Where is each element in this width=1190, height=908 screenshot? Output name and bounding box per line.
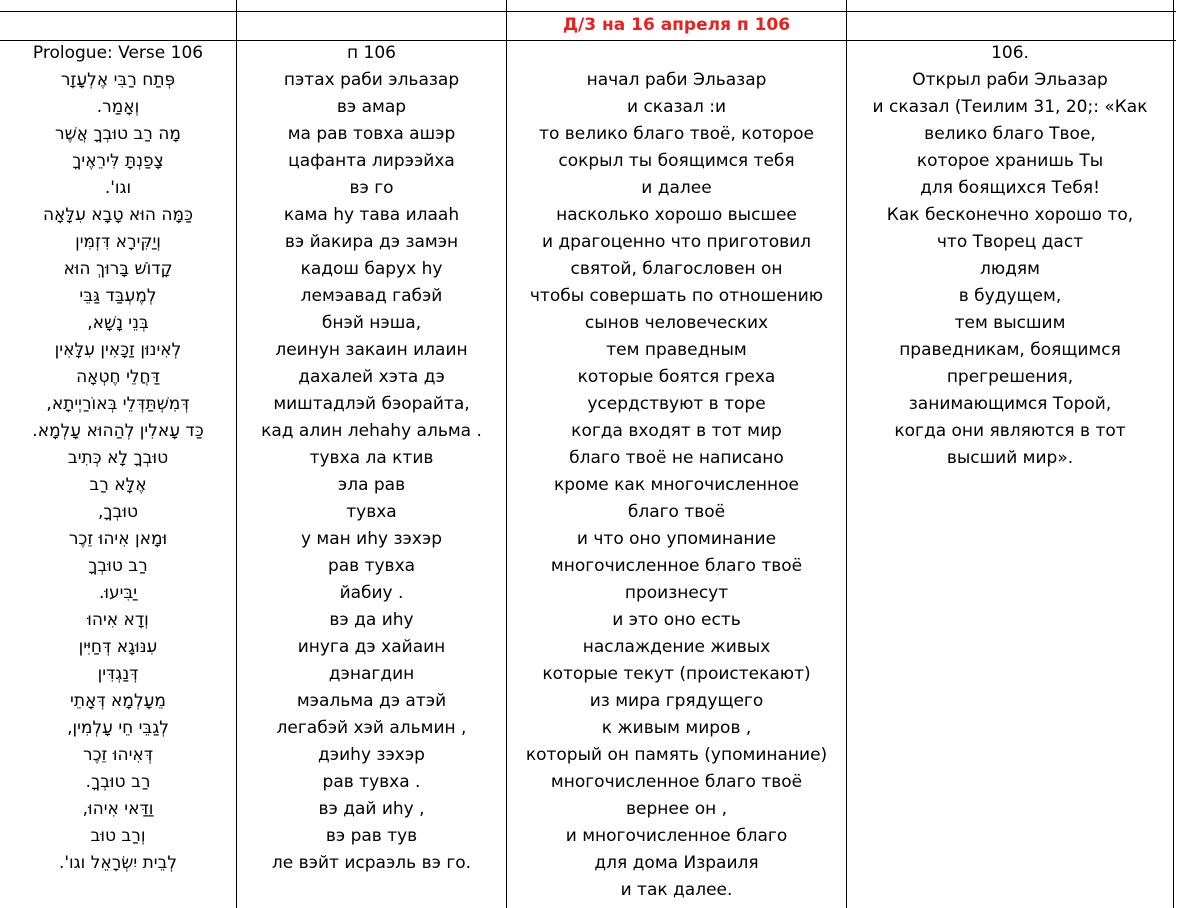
text-line: то велико благо твоё, которое <box>539 124 814 144</box>
text-line: тем высшим <box>954 313 1066 333</box>
text-line: занимающимся Торой, <box>908 394 1112 414</box>
text-line: עִנּוּגָא דְּחַיִּין <box>78 637 158 657</box>
text-line: מֵעָלְמָא דְּאָתֵי <box>70 691 166 711</box>
text-line: к живым миров , <box>601 718 752 738</box>
text-line: вэ йакира дэ замэн <box>284 232 459 252</box>
hebrew-column <box>0 40 236 877</box>
text-line: דַּחֲלֵי חֶטְאָה <box>76 367 160 387</box>
text-line: дэнагдин <box>328 664 415 684</box>
text-line: Как бесконечно хорошо то, <box>886 205 1134 225</box>
column-heading <box>507 40 846 67</box>
text-line: וְיַקִּירָא דִּזְמִּין <box>75 232 161 252</box>
text-line: пэтах раби эльазар <box>283 70 460 90</box>
text-line: בְּנֵי נָשָׁא, <box>87 313 149 333</box>
text-line: инуга дэ хайаин <box>297 637 446 657</box>
literal-translation-column <box>507 40 846 904</box>
assignment-title-text: Д/3 на 16 апреля п 106 <box>562 15 791 35</box>
text-line: פְּתַח רַבִּי אֶלְעָזָר <box>60 70 176 90</box>
text-line: и далее <box>641 178 712 198</box>
text-line: לְאִינוּן זַכָּאִין עִלָּאִין <box>54 340 182 360</box>
text-line: многочисленное благо твоё <box>550 556 803 576</box>
text-line: вэ да иhу <box>329 610 414 630</box>
text-line: многочисленное благо твоё <box>550 772 803 792</box>
text-line: прегрешения, <box>946 367 1074 387</box>
text-line: וְדָא אִיהוּ <box>87 610 149 630</box>
text-line: וּמָאן אִיהוּ זֵכֶר <box>68 529 168 549</box>
text-line: леинун закаин илаин <box>275 340 468 360</box>
text-line: вернее он , <box>625 799 728 819</box>
text-line: который он память (упоминание) <box>525 745 828 765</box>
text-line: усердствуют в торе <box>587 394 766 414</box>
text-line: у ман иhу зэхэр <box>300 529 443 549</box>
text-line: и что оно упоминание <box>576 529 777 549</box>
text-line: кама hу тава илааh <box>283 205 460 225</box>
text-line: святой, благословен он <box>570 259 783 279</box>
text-line: которые текут (проистекают) <box>542 664 811 684</box>
text-line: вэ го <box>349 178 394 198</box>
text-line: לְמֶעְבַּד גַּבֵּי <box>79 286 157 306</box>
text-line: начал раби Эльазар <box>586 70 767 90</box>
text-line: ма рав товха ашэр <box>287 124 456 144</box>
text-line: велико благо Твое, <box>924 124 1096 144</box>
text-line: צָפַנְתָּ לִּירֵאֶיךָ <box>72 151 164 171</box>
text-line: וְאָמַר. <box>96 97 140 117</box>
text-line: вэ дай иhу , <box>318 799 425 819</box>
text-line: קָדוֹשׁ בָּרוּךְ הוּא <box>63 259 173 279</box>
text-line: тем праведным <box>606 340 747 360</box>
text-line: и драгоценно что приготовил <box>541 232 812 252</box>
text-line: наслаждение живых <box>582 637 771 657</box>
transliteration-column <box>237 40 506 877</box>
text-line: чтобы совершать по отношению <box>529 286 824 306</box>
text-line: насколько хорошо высшее <box>556 205 797 225</box>
text-line: произнесут <box>624 583 729 603</box>
text-line: для боящихся Тебя! <box>920 178 1100 198</box>
text-line: когда они являются в тот <box>894 421 1126 441</box>
text-line: бнэй нэша, <box>321 313 422 333</box>
text-line: что Творец даст <box>936 232 1084 252</box>
text-line: эла рав <box>337 475 406 495</box>
text-line: דְּאִיהוּ זֵכֶר <box>82 745 154 765</box>
assignment-title <box>507 11 846 40</box>
text-line: дахалей хэта дэ <box>298 367 445 387</box>
text-line: אֶלָּא רַב <box>89 475 147 495</box>
text-line: праведникам, боящимся <box>899 340 1121 360</box>
text-line: וגו'. <box>104 178 132 198</box>
text-line: Открыл раби Эльазар <box>912 70 1108 90</box>
text-line: когда входят в тот мир <box>571 421 782 441</box>
text-line: из мира грядущего <box>589 691 764 711</box>
text-line: דְּנַגְדִּין <box>97 664 139 684</box>
text-line: сынов человеческих <box>584 313 769 333</box>
text-line: лемэавад габэй <box>300 286 443 306</box>
text-line: רַב טוּבְךָ. <box>85 772 151 792</box>
text-line: благо твоё не написано <box>569 448 784 468</box>
text-line: כַּד עָאלִין לְהַהוּא עָלְמָא. <box>32 421 204 441</box>
column-heading: п 106 <box>347 43 396 63</box>
text-line: для дома Израиля <box>594 853 759 873</box>
text-line: тувха ла ктив <box>309 448 434 468</box>
translation-column <box>847 40 1173 472</box>
text-line: вэ амар <box>336 97 407 117</box>
text-line: сокрыл ты боящимся тебя <box>558 151 795 171</box>
text-line: благо твоё <box>627 502 726 522</box>
text-line: которые боятся греха <box>577 367 776 387</box>
text-line: кроме как многочисленное <box>553 475 800 495</box>
text-line: ле вэйт исраэль вэ го. <box>271 853 472 873</box>
text-line: טוּבְךָ לָא כְּתִיב <box>67 448 169 468</box>
text-line: рав тувха . <box>322 772 421 792</box>
text-line: и так далее. <box>620 880 733 900</box>
text-line: которое хранишь Ты <box>916 151 1104 171</box>
text-line: кадош барух hу <box>300 259 443 279</box>
text-line: и многочисленное благо <box>565 826 788 846</box>
text-line: и сказал (Теилим 31, 20;: «Как <box>872 97 1148 117</box>
text-line: тувха <box>346 502 397 522</box>
text-line: и это оно есть <box>612 610 741 630</box>
text-line: רַב טוּבְךָ <box>88 556 148 576</box>
text-line: цафанта лирээйха <box>288 151 455 171</box>
text-line: дэиhу зэхэр <box>318 745 425 765</box>
text-line: דְּמִשְׁתַּדְּלֵי בְּאוֹרַיְיתָא, <box>46 394 190 414</box>
table-right-border <box>1173 0 1174 908</box>
text-line: мэальма дэ атэй <box>296 691 447 711</box>
text-line: вэ рав тув <box>325 826 418 846</box>
text-line: כַּמָּה הוּא טָבָא עִלָּאָה <box>42 205 194 225</box>
text-line: людям <box>980 259 1040 279</box>
column-heading: Prologue: Verse 106 <box>32 43 204 63</box>
text-line: легабэй хэй альмин , <box>276 718 467 738</box>
column-heading: 106. <box>991 43 1029 63</box>
text-line: טוּבְךָ, <box>97 502 139 522</box>
text-line: יַבִּיעוּ. <box>98 583 138 603</box>
text-line: לְגַבֵּי חֵי עָלְמִין, <box>67 718 169 738</box>
text-line: миштадлэй бэорайта, <box>273 394 470 414</box>
text-line: высший мир». <box>946 448 1074 468</box>
text-line: рав тувха <box>327 556 416 576</box>
text-line: וְרַב טוּב <box>90 826 146 846</box>
text-line: в будущем, <box>958 286 1062 306</box>
text-line: йабиу . <box>339 583 404 603</box>
text-line: מָה רַב טוּבְךָ אֲשֶׁר <box>55 124 181 144</box>
text-line: и сказал :и <box>627 97 726 117</box>
text-line: кад алин леhahу альма . <box>261 421 482 441</box>
text-line: לְבֵית יִשְׂרָאֵל וגו'. <box>58 853 178 873</box>
text-line: וַדַּאי אִיהוּ, <box>82 799 154 819</box>
